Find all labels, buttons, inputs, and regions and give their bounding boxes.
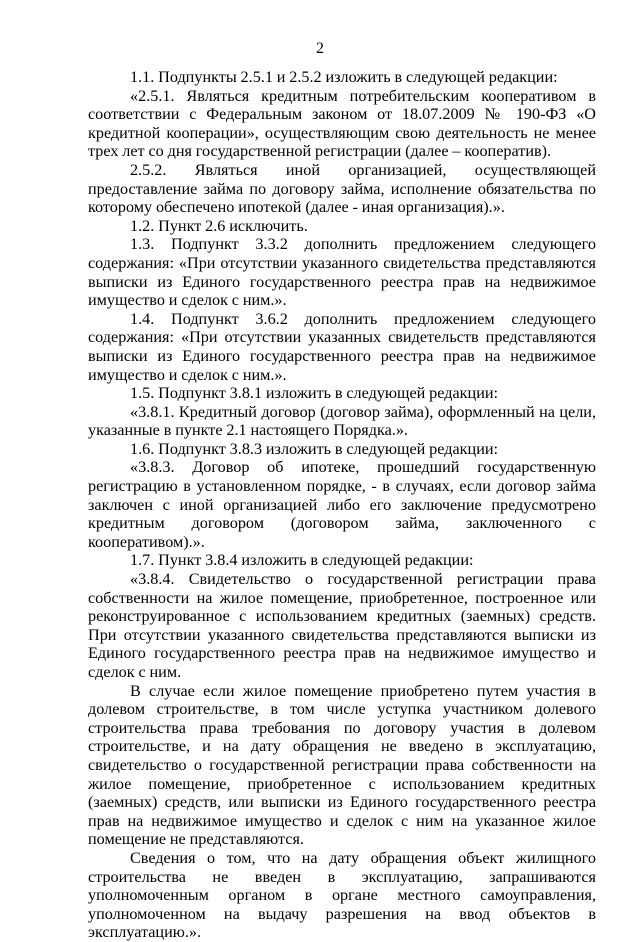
paragraph-shared-construction: В случае если жилое помещение приобретено путем участия в долевом строительстве, в том числе уступка участником долевого строительства права требования по договору участия в долевом строительстве, и на дату обращения не введено в эксплуатацию, свидетельство о государственной регистрации права собственности на жилое помещение, приобретенное с использованием кредитных (заемных) средств, или выписки из Единого государственного реестра прав на недвижимое имущество и сделок с ним на указанное жилое помещение не представляются. (88, 681, 596, 849)
document-body (88, 68, 596, 942)
paragraph-information-request: Сведения о том, что на дату обращения объект жилищного строительства не введен в эксплуатацию, запрашиваются уполномоченным органом в органе местного самоуправления, уполномоченном на выдачу разрешения на ввод объектов в эксплуатацию.». (88, 848, 596, 942)
paragraph-1-6: 1.6. Подпункт 3.8.3 изложить в следующей редакции: (130, 439, 499, 458)
page-number: 2 (316, 40, 324, 57)
paragraph-1-7: 1.7. Пункт 3.8.4 изложить в следующей редакции: (130, 551, 474, 570)
paragraph-3-8-1: «3.8.1. Кредитный договор (договор займа), оформленный на цели, указанные в пункте 2.1 настоящего Порядка.». (88, 402, 596, 440)
paragraph-1-1: 1.1. Подпункты 2.5.1 и 2.5.2 изложить в следующей редакции: (130, 68, 558, 86)
paragraph-1-4: 1.4. Подпункт 3.6.2 дополнить предложением следующего содержания: «При отсутствии указанных свидетельств представляются выписки из Единого государственного реестра прав на недвижимое имущество и сделок с ним.». (88, 309, 596, 384)
paragraph-3-8-3: «3.8.3. Договор об ипотеке, прошедший государственную регистрацию в установленном порядке, - в случаях, если договор займа заключен с иной организацией либо его заключение предусмотрено кредитным договором (договором займа, заключенного с кооперативом).». (88, 458, 596, 551)
paragraph-1-5: 1.5. Подпункт 3.8.1 изложить в следующей редакции: (130, 384, 499, 403)
paragraph-2-5-2: 2.5.2. Являться иной организацией, осуществляющей предоставление займа по договору займа, исполнение обязательства по которому обеспечено ипотекой (далее - иная организация).». (88, 160, 596, 217)
paragraph-1-2: 1.2. Пункт 2.6 исключить. (130, 216, 308, 235)
paragraph-2-5-1: «2.5.1. Являться кредитным потребительским кооперативом в соответствии с Федеральным законом от 18.07.2009 № 190-ФЗ «О кредитной кооперации», осуществляющим свою деятельность не менее трех лет со дня государственной регистрации (далее – кооператив). (88, 86, 596, 161)
paragraph-1-3: 1.3. Подпункт 3.3.2 дополнить предложением следующего содержания: «При отсутствии указанного свидетельства представляются выписки из Единого государственного реестра прав на недвижимое имущество и сделок с ним.». (88, 235, 596, 310)
paragraph-3-8-4: «3.8.4. Свидетельство о государственной регистрации права собственности на жилое помещение, приобретенное, построенное или реконструированное с использованием кредитных (заемных) средств. При отсутствии указанного свидетельства представляются выписки из Единого государственного реестра прав на недвижимое имущество и сделок с ним. (88, 570, 596, 681)
